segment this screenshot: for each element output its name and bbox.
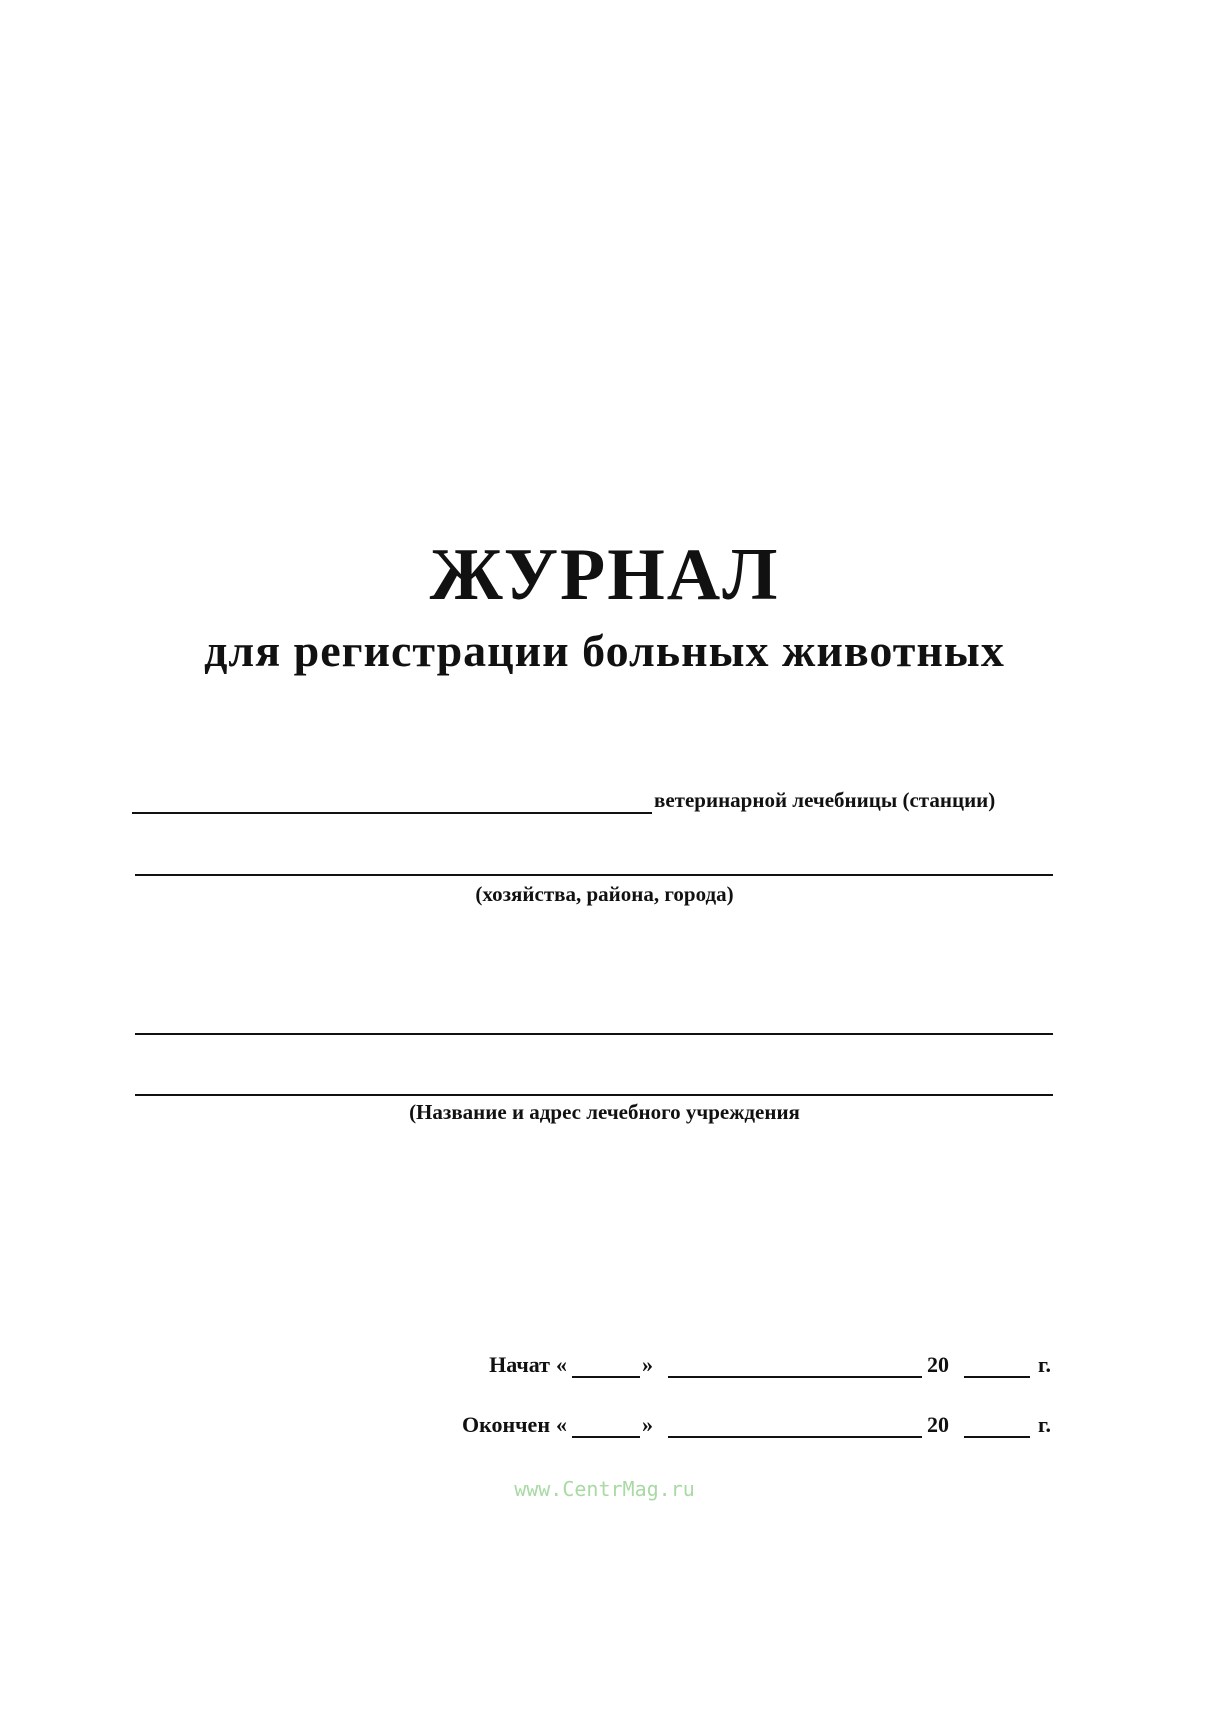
name-address-caption: (Название и адрес лечебного учреждения	[409, 1100, 800, 1124]
started-month-field[interactable]	[668, 1376, 922, 1378]
ended-quote-open: «	[556, 1412, 567, 1437]
institution-name-line[interactable]	[132, 812, 652, 814]
started-year-field[interactable]	[964, 1376, 1030, 1378]
watermark-text: www.CentrMag.ru	[514, 1477, 695, 1501]
ended-label: Окончен	[461, 1412, 550, 1437]
ended-year-prefix: 20	[927, 1412, 949, 1437]
location-line[interactable]	[135, 874, 1053, 876]
document-subtitle: для регистрации больных животных	[204, 625, 1005, 676]
started-label: Начат	[489, 1352, 550, 1377]
ended-quote-close: »	[642, 1412, 653, 1437]
document-title: ЖУРНАЛ	[429, 534, 780, 616]
started-year-suffix: г.	[1038, 1352, 1052, 1377]
location-caption: (хозяйства, района, города)	[475, 882, 734, 906]
ended-year-field[interactable]	[964, 1436, 1030, 1438]
ended-month-field[interactable]	[668, 1436, 922, 1438]
ended-day-field[interactable]	[572, 1436, 640, 1438]
institution-type-text: ветеринарной лечебницы (станции)	[654, 788, 996, 812]
ended-year-suffix: г.	[1038, 1412, 1052, 1437]
name-address-line-1[interactable]	[135, 1033, 1053, 1035]
started-quote-open: «	[556, 1352, 567, 1377]
started-year-prefix: 20	[927, 1352, 949, 1377]
started-day-field[interactable]	[572, 1376, 640, 1378]
name-address-line-2[interactable]	[135, 1094, 1053, 1096]
started-quote-close: »	[642, 1352, 653, 1377]
